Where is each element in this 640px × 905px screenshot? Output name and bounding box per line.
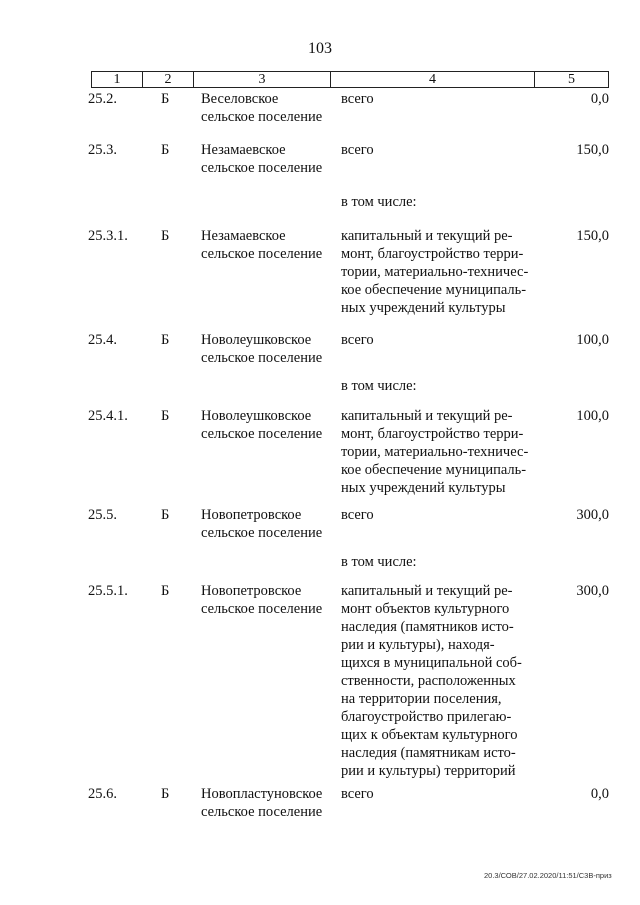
row-value: 100,0 [576, 332, 609, 348]
row-value: 150,0 [576, 228, 609, 244]
row-category: Б [161, 332, 170, 348]
row-number: 25.5. [88, 507, 117, 523]
row-description: всего [341, 142, 374, 158]
row-description: всего [341, 91, 374, 107]
subheader-in-total: в том числе: [341, 554, 417, 570]
row-category: Б [161, 408, 170, 424]
row-name: Новолеушковское сельское поселение [201, 408, 323, 442]
header-col-1: 1 [92, 72, 143, 87]
row-category: Б [161, 228, 170, 244]
row-description: капитальный и текущий ре- монт, благоустройство терри- тории, материально-техничес- кое обеспечение муниципаль- ных учреждений культуры [341, 228, 529, 316]
row-number: 25.5.1. [88, 583, 128, 599]
row-description: всего [341, 786, 374, 802]
row-number: 25.4. [88, 332, 117, 348]
row-category: Б [161, 91, 170, 107]
page-number: 103 [308, 40, 332, 57]
row-value: 300,0 [576, 583, 609, 599]
footer-document-code: 20.3/СОВ/27.02.2020/11:51/С3В-приз [484, 871, 612, 880]
subheader-in-total: в том числе: [341, 378, 417, 394]
header-col-5: 5 [568, 72, 575, 87]
row-number: 25.6. [88, 786, 117, 802]
row-name: Незамаевское сельское поселение [201, 142, 323, 176]
row-description: всего [341, 332, 374, 348]
subheader-in-total: в том числе: [341, 194, 417, 210]
table-header [91, 71, 609, 88]
row-name: Новопластуновское сельское поселение [201, 786, 323, 820]
header-col-3: 3 [194, 72, 331, 87]
row-number: 25.3. [88, 142, 117, 158]
row-category: Б [161, 507, 170, 523]
row-value: 100,0 [576, 408, 609, 424]
row-name: Незамаевское сельское поселение [201, 228, 323, 262]
row-category: Б [161, 786, 170, 802]
row-value: 0,0 [590, 786, 609, 802]
row-category: Б [161, 142, 170, 158]
row-value: 0,0 [590, 91, 609, 107]
header-col-2: 2 [143, 72, 194, 87]
row-name: Новопетровское сельское поселение [201, 583, 323, 617]
row-description: всего [341, 507, 374, 523]
row-description: капитальный и текущий ре- монт, благоустройство терри- тории, материально-техничес- кое обеспечение муниципаль- ных учреждений культуры [341, 408, 529, 496]
row-value: 300,0 [576, 507, 609, 523]
row-name: Новопетровское сельское поселение [201, 507, 323, 541]
row-number: 25.2. [88, 91, 117, 107]
row-number: 25.3.1. [88, 228, 128, 244]
row-name: Веселовское сельское поселение [201, 91, 323, 125]
row-description: капитальный и текущий ре- монт объектов культурного наследия (памятников исто- рии и культуры), находя- щихся в муниципальной соб- ственности, расположенных на территории поселения, благоустройство прилегаю- щих к объектам культурного наследия (памятникам исто- рии и культуры) территорий [341, 583, 522, 779]
row-number: 25.4.1. [88, 408, 128, 424]
header-col-4: 4 [331, 72, 535, 87]
row-value: 150,0 [576, 142, 609, 158]
row-name: Новолеушковское сельское поселение [201, 332, 323, 366]
row-category: Б [161, 583, 170, 599]
